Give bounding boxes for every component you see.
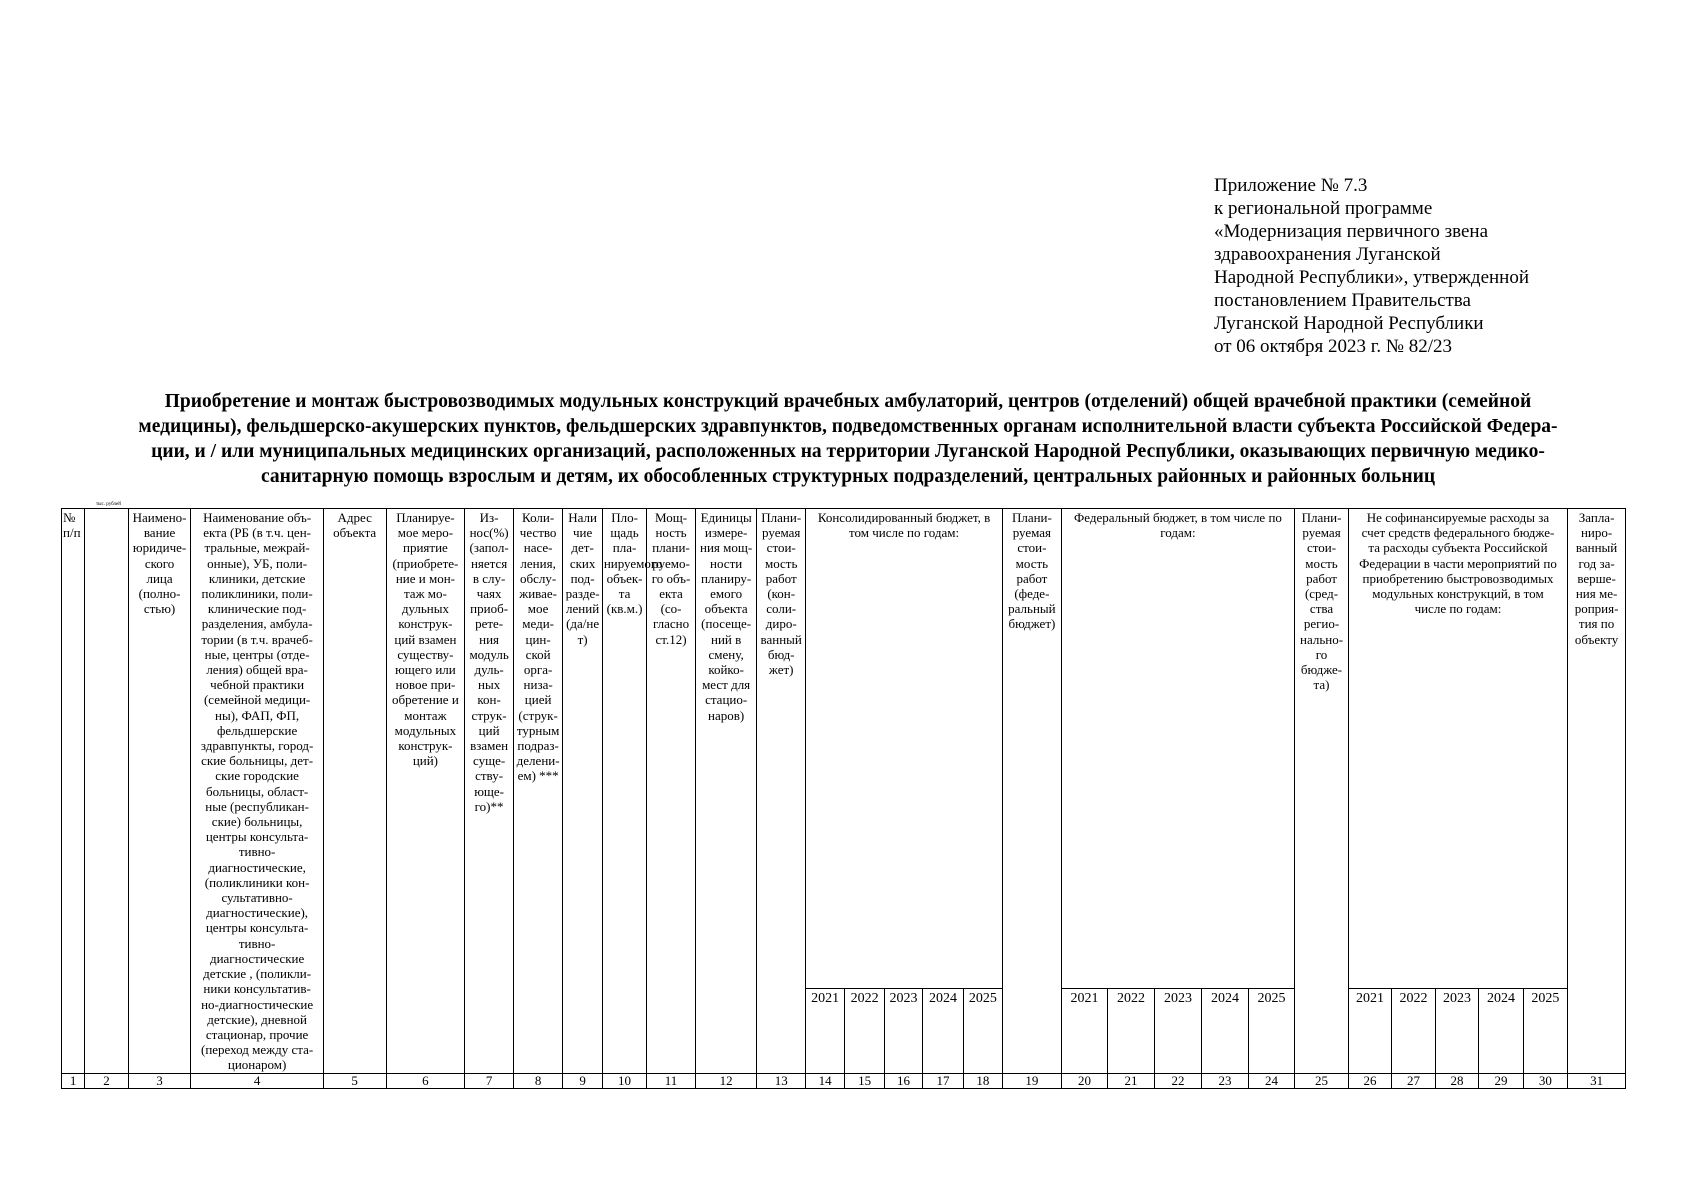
header-text-line: струк- xyxy=(471,707,507,723)
header-text-line: ны), ФАП, ФП, xyxy=(215,707,300,723)
header-col-5 xyxy=(323,509,386,1074)
header-text-line: бюджет) xyxy=(1008,616,1056,632)
header-text-line: щадь xyxy=(610,525,639,541)
header-col-3 xyxy=(128,509,191,1074)
header-text-line: ст.12) xyxy=(655,631,687,647)
column-number: 17 xyxy=(923,1073,963,1088)
header-text-line: (запол- xyxy=(469,540,509,556)
column-number: 18 xyxy=(963,1073,1002,1088)
header-text-line: бюд- xyxy=(767,646,795,662)
column-number: 23 xyxy=(1202,1073,1249,1088)
header-text-line: ские) больницы, xyxy=(211,814,303,830)
header-col-8 xyxy=(513,509,563,1074)
header-text-line: конструк- xyxy=(398,738,453,754)
header-text-line: (струк- xyxy=(518,707,558,723)
approval-line: Луганской Народной Республики xyxy=(1214,313,1484,334)
header-text-line: больницы, област- xyxy=(205,783,309,799)
year-consolidated: 2023 xyxy=(884,989,922,1073)
year-federal: 2025 xyxy=(1248,989,1295,1073)
column-number: 4 xyxy=(191,1073,323,1088)
header-text-line: Наимено- xyxy=(132,510,187,525)
header-text-line: детские , (поликли- xyxy=(203,966,312,982)
header-text-line: ных xyxy=(478,677,501,693)
header-text-line: чаях xyxy=(476,586,502,602)
column-number: 7 xyxy=(465,1073,514,1088)
header-text-line: (полно- xyxy=(138,586,181,602)
header-text-line: объекта xyxy=(333,525,377,541)
header-text-line: стои- xyxy=(766,540,796,556)
header-col-13 xyxy=(757,509,806,1074)
header-text-line: числе по годам: xyxy=(1414,601,1502,617)
header-text-line: работ xyxy=(765,570,797,586)
header-text-line: ционаром) xyxy=(227,1057,287,1073)
header-text-line: чество xyxy=(519,525,557,541)
header-text-line: лений xyxy=(566,601,600,617)
header-text-line: смену, xyxy=(708,646,744,662)
column-number: 25 xyxy=(1295,1073,1349,1088)
header-text-line: Федеральный бюджет, в том числе по xyxy=(1074,510,1282,525)
header-text-line: поликлиники, поли- xyxy=(201,586,313,602)
header-text-line: вание xyxy=(143,525,176,541)
header-text-line: екта xyxy=(659,586,683,602)
header-text-line: юридиче- xyxy=(132,540,187,556)
header-text-line: цин- xyxy=(525,631,551,647)
column-number-row xyxy=(62,1073,1626,1088)
header-text-line: № xyxy=(63,510,76,525)
header-text-line: нос(%) xyxy=(469,525,509,541)
column-number: 22 xyxy=(1154,1073,1202,1088)
header-text-line: диагностические xyxy=(209,950,305,966)
column-number: 21 xyxy=(1108,1073,1155,1088)
header-text-line: ния xyxy=(479,631,500,647)
approval-line: здравоохранения Луганской xyxy=(1214,244,1441,265)
header-text-line: суще- xyxy=(472,753,506,769)
header-text-line: (семейной медици- xyxy=(203,692,311,708)
header-text-line: Консолидированный бюджет, в xyxy=(817,510,991,525)
header-text-line: измере- xyxy=(704,525,748,541)
header-text-line: чие xyxy=(572,525,593,541)
header-text-line: стью) xyxy=(143,601,176,617)
column-number: 1 xyxy=(62,1073,85,1088)
header-text-line: го объ- xyxy=(651,570,691,586)
title-line: Приобретение и монтаж быстровозводимых модульных конструкций врачебных амбулаторий, центров (отделений) общей врачебной практики (семейной xyxy=(164,391,1532,412)
header-text-line: мест для xyxy=(702,677,751,693)
header-text-line: конструк- xyxy=(398,616,453,632)
header-text-line: ний в xyxy=(710,631,742,647)
column-number: 10 xyxy=(602,1073,646,1088)
header-text-line: мое xyxy=(527,601,549,617)
header-text-line: стои- xyxy=(1017,540,1047,556)
header-text-line: верше- xyxy=(1577,570,1616,586)
approval-line: Народной Республики», утвержденной xyxy=(1214,267,1530,288)
header-text-line: год за- xyxy=(1578,555,1615,571)
header-text-line: модульных xyxy=(394,722,457,738)
column-number: 31 xyxy=(1568,1073,1626,1088)
header-text-line: тия по xyxy=(1578,616,1615,632)
header-text-line: ванный xyxy=(760,631,802,647)
header-text-line: клиники, детские xyxy=(208,570,306,586)
header-text-line: бюдже- xyxy=(1300,662,1343,678)
header-text-line: разделения, амбула- xyxy=(201,616,313,632)
header-text-line: ления) общей вра- xyxy=(206,662,308,678)
year-consolidated: 2021 xyxy=(805,989,844,1073)
header-text-line: ность xyxy=(655,525,687,541)
header-text-line: сультативно- xyxy=(221,890,293,906)
header-text-line: стационар, прочие xyxy=(205,1026,309,1042)
approval-line: «Модернизация первичного звена xyxy=(1214,221,1489,242)
header-text-line: мое меро- xyxy=(397,525,454,541)
header-text-line: ные (республикан- xyxy=(205,798,309,814)
header-text-line: стацио- xyxy=(705,692,748,708)
header-text-line: руемая xyxy=(1012,525,1052,541)
header-text-line: том числе по годам: xyxy=(848,525,960,541)
header-text-line: Федерации в части мероприятий по xyxy=(1359,555,1557,571)
header-text-line: Коли- xyxy=(522,510,555,525)
header-text-line: монтаж xyxy=(404,707,447,723)
header-col-6 xyxy=(386,509,465,1074)
header-col-4 xyxy=(191,509,323,1074)
program-table xyxy=(61,508,1626,1089)
header-text-line: (со- xyxy=(660,601,682,617)
header-text-line: годам: xyxy=(1160,525,1196,541)
header-col-31 xyxy=(1568,509,1626,1074)
header-text-line: тории (в т.ч. врачеб- xyxy=(201,631,313,647)
header-text-line: орга- xyxy=(523,662,553,678)
header-col-11 xyxy=(647,509,696,1074)
header-text-line: подраз- xyxy=(517,738,559,754)
header-col-19 xyxy=(1003,509,1062,1074)
header-text-line: тивно- xyxy=(238,935,276,951)
header-text-line: существу- xyxy=(397,646,454,662)
header-text-line: разде- xyxy=(565,586,600,602)
header-text-line: (приобрете- xyxy=(392,555,459,571)
header-text-line: та расходы субъекта Российской xyxy=(1368,540,1548,556)
header-text-line: приоб- xyxy=(470,601,509,617)
header-text-line: объекта xyxy=(704,601,748,617)
header-text-line: детские), дневной xyxy=(207,1011,307,1027)
year-consolidated: 2025 xyxy=(963,989,1002,1073)
header-text-line: ций) xyxy=(412,753,439,769)
header-text-line: Из- xyxy=(479,510,499,525)
header-text-line: насе- xyxy=(523,540,553,556)
year-federal: 2022 xyxy=(1108,989,1155,1073)
header-text-line: ские городские xyxy=(215,768,299,784)
column-number: 8 xyxy=(513,1073,563,1088)
header-text-line: ских xyxy=(569,555,596,571)
header-col-25 xyxy=(1295,509,1349,1074)
header-text-line: Планируе- xyxy=(396,510,455,525)
header-text-line: объекту xyxy=(1574,631,1619,647)
header-col-7 xyxy=(465,509,514,1074)
header-text-line: емого xyxy=(710,586,743,602)
header-text-line: нально- xyxy=(1300,631,1344,647)
header-text-line: таж мо- xyxy=(403,586,447,602)
approval-line: от 06 октября 2023 г. № 82/23 xyxy=(1214,336,1453,357)
header-col-1 xyxy=(62,509,85,1074)
header-text-line: Запла- xyxy=(1578,510,1615,525)
header-text-line: диро- xyxy=(765,616,797,632)
year-federal: 2021 xyxy=(1061,989,1108,1073)
approval-block xyxy=(1214,174,1634,358)
header-text-line: ской xyxy=(525,646,551,662)
header-text-line: ству- xyxy=(475,768,504,784)
document-title xyxy=(100,389,1596,489)
header-text-line: фельдшерские xyxy=(216,722,298,738)
header-text-line: (поликлиники кон- xyxy=(204,874,310,890)
header-text-line: новое при- xyxy=(395,677,456,693)
header-text-line: (сред- xyxy=(1304,586,1339,602)
column-number: 28 xyxy=(1435,1073,1478,1088)
header-text-line: модульных конструкций, в том xyxy=(1372,586,1544,602)
header-text-line: мость xyxy=(1305,555,1338,571)
approval-line: к региональной программе xyxy=(1214,198,1433,219)
column-number: 27 xyxy=(1392,1073,1435,1088)
header-text-line: приятие xyxy=(403,540,448,556)
header-text-line: ющего или xyxy=(395,662,456,678)
column-number: 20 xyxy=(1061,1073,1108,1088)
header-text-line: (феде- xyxy=(1014,586,1050,602)
header-text-line: в слу- xyxy=(472,570,506,586)
header-text-line: диагностические, xyxy=(208,859,306,875)
header-text-line: здравпункты, город- xyxy=(200,738,314,754)
header-text-line: ния ме- xyxy=(1575,586,1618,602)
column-number: 29 xyxy=(1479,1073,1523,1088)
header-text-line: Не софинансируемые расходы за xyxy=(1366,510,1550,525)
header-federal-budget xyxy=(1061,509,1295,989)
header-text-line: дуль- xyxy=(474,662,504,678)
column-number: 24 xyxy=(1248,1073,1295,1088)
title-line: ции, и / или муниципальных медицинских организаций, расположенных на территории Луганской Народной Республики, оказывающих первичную медико- xyxy=(151,441,1545,462)
header-col-9 xyxy=(563,509,602,1074)
header-text-line: наров) xyxy=(708,707,745,723)
header-text-line: дульных xyxy=(401,601,449,617)
header-text-line: объек- xyxy=(606,570,643,586)
header-text-line: кон- xyxy=(477,692,501,708)
header-text-line: ниро- xyxy=(1580,525,1613,541)
header-text-line: (да/не xyxy=(566,616,600,632)
header-text-line: Плани- xyxy=(1011,510,1052,525)
header-text-line: ние и мон- xyxy=(395,570,455,586)
header-text-line: (посеще- xyxy=(701,616,752,632)
header-text-line: дет- xyxy=(571,540,594,556)
header-text-line: но-диагностические xyxy=(201,996,314,1012)
header-consolidated-budget xyxy=(805,509,1002,989)
approval-line: постановлением Правительства xyxy=(1214,290,1471,311)
header-text-line: руемая xyxy=(762,525,801,541)
header-col-10 xyxy=(602,509,663,1074)
header-text-line: цией xyxy=(524,692,552,708)
header-text-line: екта (РБ (в т.ч. цен- xyxy=(203,525,311,541)
header-text-line: койко- xyxy=(708,662,744,678)
header-text-line: (кон- xyxy=(767,586,796,602)
header-text-line: п/п xyxy=(63,525,81,541)
header-text-line: ций взамен xyxy=(394,631,457,647)
header-text-line: ства xyxy=(1309,601,1334,617)
header-text-line: делени- xyxy=(516,753,560,769)
column-number: 19 xyxy=(1003,1073,1062,1088)
column-number: 13 xyxy=(757,1073,806,1088)
header-text-line: мость xyxy=(1015,555,1049,571)
header-text-line: пла- xyxy=(612,540,637,556)
header-text-line: приобретению быстровозводимых xyxy=(1362,570,1554,586)
header-text-line: ния мощ- xyxy=(700,540,753,556)
column-number: 11 xyxy=(647,1073,696,1088)
header-text-line: под- xyxy=(570,570,595,586)
header-text-line: регио- xyxy=(1303,616,1340,632)
header-text-line: т) xyxy=(577,631,588,647)
header-text-line: соли- xyxy=(766,601,797,617)
header-text-line: го)** xyxy=(474,798,504,814)
header-text-line: диагностические), xyxy=(206,905,309,921)
header-text-line: ральный xyxy=(1008,601,1056,617)
header-text-line: взамен xyxy=(470,738,509,754)
header-text-line: Единицы xyxy=(700,510,752,525)
header-text-line: ского xyxy=(144,555,175,571)
header-text-line: Плани- xyxy=(761,510,802,525)
column-number: 30 xyxy=(1523,1073,1567,1088)
header-text-line: турным xyxy=(516,722,560,738)
header-text-line: няется xyxy=(470,555,508,571)
header-text-line: живае- xyxy=(519,586,558,602)
header-text-line: центры консульта- xyxy=(205,920,309,936)
column-number: 6 xyxy=(386,1073,465,1088)
year-federal: 2023 xyxy=(1154,989,1202,1073)
header-text-line: обретение и xyxy=(392,692,459,708)
header-text-line: ций xyxy=(478,722,500,738)
column-number: 3 xyxy=(128,1073,191,1088)
header-text-line: клинические под- xyxy=(207,601,307,617)
year-noncofinanced: 2024 xyxy=(1479,989,1523,1073)
header-text-line: лица xyxy=(146,570,173,586)
header-text-line: чебной практики xyxy=(210,677,305,693)
unit-note: тыс. рублей xyxy=(96,502,121,507)
year-consolidated: 2024 xyxy=(923,989,963,1073)
header-text-line: ности xyxy=(710,555,743,571)
header-text-line: гласно xyxy=(652,616,690,632)
header-text-line: рете- xyxy=(475,616,504,632)
column-number: 5 xyxy=(323,1073,386,1088)
header-col-12 xyxy=(695,509,757,1074)
header-text-line: онные), УБ, поли- xyxy=(207,555,308,571)
year-noncofinanced: 2021 xyxy=(1348,989,1391,1073)
header-text-line: руемо- xyxy=(652,555,690,571)
header-text-line: Мощ- xyxy=(655,510,688,525)
title-line: санитарную помощь взрослым и детям, их обособленных структурных подразделений, центральных районных и районных больниц xyxy=(260,466,1436,487)
header-text-line: юще- xyxy=(474,783,505,799)
header-text-line: Наименование объ- xyxy=(203,510,312,525)
header-noncofinanced xyxy=(1348,509,1567,989)
header-text-line: Плани- xyxy=(1301,510,1342,525)
header-col-2 xyxy=(85,509,128,1074)
header-text-line: плани- xyxy=(652,540,690,556)
approval-line: Приложение № 7.3 xyxy=(1214,175,1368,196)
column-number: 16 xyxy=(884,1073,922,1088)
header-text-line: Нали xyxy=(568,510,597,525)
header-text-line: роприя- xyxy=(1574,601,1619,617)
column-number: 9 xyxy=(563,1073,602,1088)
header-text-line: та) xyxy=(1313,677,1330,693)
header-text-line: работ xyxy=(1306,570,1337,586)
header-text-line: го xyxy=(1315,646,1328,662)
header-text-line: стои- xyxy=(1306,540,1337,556)
table-header-row xyxy=(62,509,1626,989)
header-text-line: (переход между ста- xyxy=(201,1042,314,1058)
header-text-line: тивно- xyxy=(238,844,276,860)
header-text-line: жет) xyxy=(768,662,794,678)
header-text-line: Пло- xyxy=(611,510,638,525)
header-text-line: ем) *** xyxy=(517,768,559,784)
title-line: медицины), фельдшерско-акушерских пунктов, фельдшерских здравпунктов, подведомственных органам исполнительной власти субъекта Российской Федера- xyxy=(138,416,1558,437)
column-number: 12 xyxy=(695,1073,757,1088)
header-text-line: мость xyxy=(764,555,798,571)
header-text-line: тральные, межрай- xyxy=(204,540,310,556)
column-number: 2 xyxy=(85,1073,128,1088)
header-text-line: ления, xyxy=(520,555,556,571)
header-text-line: меди- xyxy=(522,616,554,632)
header-text-line: ские больницы, дет- xyxy=(201,753,314,769)
header-text-line: низа- xyxy=(523,677,553,693)
header-text-line: модуль xyxy=(469,646,509,662)
year-noncofinanced: 2022 xyxy=(1392,989,1435,1073)
year-noncofinanced: 2025 xyxy=(1523,989,1567,1073)
header-text-line: центры консульта- xyxy=(205,829,309,845)
header-text-line: ные, центры (отде- xyxy=(204,646,310,662)
header-text-line: ванный xyxy=(1575,540,1618,556)
column-number: 15 xyxy=(845,1073,884,1088)
year-federal: 2024 xyxy=(1202,989,1249,1073)
header-text-line: работ xyxy=(1016,570,1048,586)
header-text-line: Адрес xyxy=(337,510,372,525)
column-number: 14 xyxy=(805,1073,844,1088)
header-text-line: та xyxy=(618,586,631,602)
header-text-line: руемая xyxy=(1302,525,1341,541)
column-number: 26 xyxy=(1348,1073,1391,1088)
year-noncofinanced: 2023 xyxy=(1435,989,1478,1073)
header-text-line: нируемого xyxy=(603,555,663,571)
header-text-line: планиру- xyxy=(700,570,752,586)
header-text-line: (кв.м.) xyxy=(606,601,643,617)
header-text-line: счет средств федерального бюдже- xyxy=(1361,525,1555,541)
header-text-line: ники консультатив- xyxy=(203,981,311,997)
header-text-line: обслу- xyxy=(520,570,557,586)
year-consolidated: 2022 xyxy=(845,989,884,1073)
